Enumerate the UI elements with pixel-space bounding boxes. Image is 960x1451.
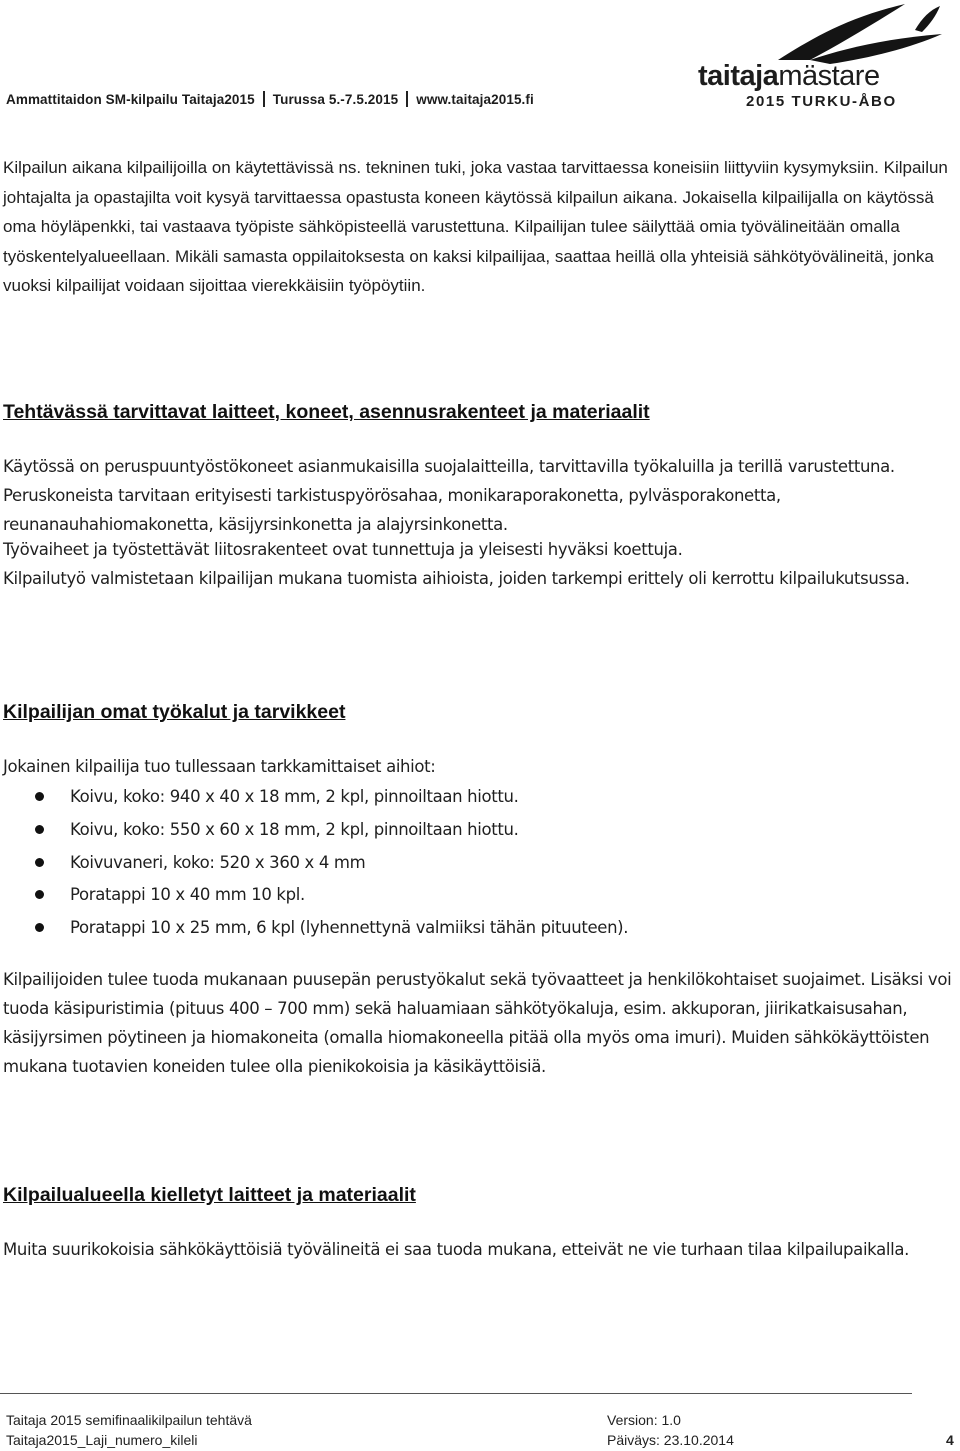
banner-event: Ammattitaidon SM-kilpailu Taitaja2015 xyxy=(6,92,255,107)
blanks-list xyxy=(35,782,628,946)
footer-title: Taitaja 2015 semifinaalikilpailun tehtävä xyxy=(6,1412,252,1428)
bullet-icon xyxy=(35,923,44,932)
banner-divider xyxy=(263,91,265,107)
banner-divider xyxy=(406,91,408,107)
logo-word-light: mästare xyxy=(778,60,880,92)
footer-filename: Taitaja2015_Laji_numero_kileli xyxy=(6,1432,198,1448)
list-item: Koivu, koko: 550 x 60 x 18 mm, 2 kpl, pinnoiltaan hiottu. xyxy=(35,815,628,848)
logo-wordmark xyxy=(698,60,880,93)
logo-word-bold: taitaja xyxy=(698,60,779,92)
page-number: 4 xyxy=(946,1432,954,1448)
list-item: Koivu, koko: 940 x 40 x 18 mm, 2 kpl, pinnoiltaan hiottu. xyxy=(35,782,628,815)
page-header xyxy=(0,0,960,118)
banner-location: Turussa 5.-7.5.2015 xyxy=(272,92,399,107)
bullet-icon xyxy=(35,858,44,867)
prohibited-paragraph: Muita suurikokoisia sähkökäyttöisiä työvälineitä ei saa tuoda mukana, etteivät ne vie turhaan tilaa kilpailupaikalla. xyxy=(3,1240,909,1259)
list-item: Poratappi 10 x 25 mm, 6 kpl (lyhennettynä valmiiksi tähän pituuteen). xyxy=(35,913,628,946)
equipment-paragraph-3: Kilpailutyö valmistetaan kilpailijan mukana tuomista aihioista, joiden tarkempi erittely oli kerrottu kilpailukutsussa. xyxy=(3,569,910,588)
footer-divider xyxy=(0,1393,912,1394)
section-heading-equipment: Tehtävässä tarvittavat laitteet, koneet, asennusrakenteet ja materiaalit xyxy=(3,401,650,423)
tools-paragraph: Kilpailijoiden tulee tuoda mukanaan puusepän perustyökalut sekä työvaatteet ja henkilökohtaiset suojaimet. Lisäksi voi tuoda käsipuristimia (pituus 400 – 700 mm) sekä haluamiaan sähkötyökaluja, esim. akkuporan, jiirikatkaisusahan, käsijyrsimen pöytineen ja hiomakoneita (omalla hiomakoneella pitää olla myös oma imuri). Muiden sähkökäyttöisten mukana tuotavien koneiden tulee olla pienikokoisia ja käsikäyttöisiä. xyxy=(3,970,952,1076)
section-heading-prohibited: Kilpailualueella kielletyt laitteet ja materiaalit xyxy=(3,1184,416,1206)
banner-website: www.taitaja2015.fi xyxy=(416,92,534,107)
intro-paragraph: Kilpailun aikana kilpailijoilla on käytettävissä ns. tekninen tuki, joka vastaa tarvittaessa koneisiin liittyviin kysymyksiin. Kilpailun johtajalta ja opastajilta voit kysyä tarvittaessa opastusta koneen käytössä kilpailun aikana. Jokaisella kilpailijalla on käytössä oma höyläpenkki, tai vastaava työpiste sähköpisteellä varustettuna. Kilpailijan tulee säilyttää omia työvälineitään omalla työskentelyalueellaan. Mikäli samasta oppilaitoksesta on kaksi kilpailijaa, saattaa heillä olla yhteisiä sähkötyövälineitä, jonka vuoksi kilpailijat voidaan sijoittaa vierekkäisiin työpöytiin. xyxy=(3,158,948,295)
competition-banner xyxy=(6,91,534,107)
bullet-icon xyxy=(35,890,44,899)
logo-subtitle: 2015 TURKU-ÅBO xyxy=(746,93,897,110)
equipment-paragraph: Käytössä on peruspuuntyöstökoneet asianmukaisilla suojalaitteilla, tarvittavilla työkaluilla ja terillä varustettuna. Peruskoneista tarvitaan erityisesti tarkistuspyörösahaa, monikaraporakonetta, pylväsporakonetta, reunanauhahiomakonetta, käsijyrsinkonetta ja alajyrsinkonetta. xyxy=(3,457,895,534)
bullet-icon xyxy=(35,825,44,834)
equipment-paragraph-2: Työvaiheet ja työstettävät liitosrakenteet ovat tunnettuja ja yleisesti hyväksi koettuja. xyxy=(3,540,683,559)
taitaja-logo xyxy=(660,0,960,118)
list-item: Poratappi 10 x 40 mm 10 kpl. xyxy=(35,880,628,913)
list-item: Koivuvaneri, koko: 520 x 360 x 4 mm xyxy=(35,848,628,881)
bullet-icon xyxy=(35,792,44,801)
footer-date: Päiväys: 23.10.2014 xyxy=(607,1432,734,1448)
section-heading-tools: Kilpailijan omat työkalut ja tarvikkeet xyxy=(3,701,346,723)
tools-lead: Jokainen kilpailija tuo tullessaan tarkkamittaiset aihiot: xyxy=(3,757,436,776)
footer-version: Version: 1.0 xyxy=(607,1412,681,1428)
